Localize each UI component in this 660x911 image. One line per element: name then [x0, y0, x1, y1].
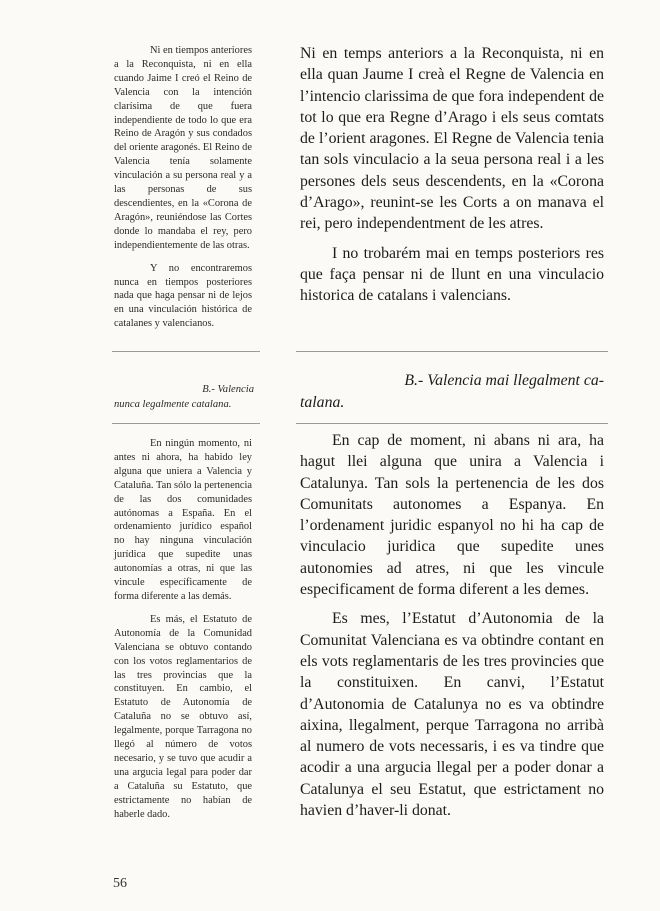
catalan-paragraph: Ni en temps anteriors a la Reconquista, ni en ella quan Jaume I creà el Regne de Valencia en l’intencio clarissima de que fora independent de tot lo que era Regne d’Arago i els seus comtats de l’orient aragones. El Regne de Valencia tenia tan sols vinculacio a la seua persona real i a les persones dels seus descendents, en la «Corona d’Arago», reunint-se les Corts a on manava el rei, pero independentment de les atres. — [300, 45, 604, 233]
spanish-paragraph: En ningún momento, ni antes ni ahora, ha habido ley alguna que uniera a Valencia y Cataluña. Tan sólo la pertenencia de las dos comunidades autónomas a España. En el ordenamiento jurídico español no hay ninguna vinculación jurídica que supedite unas autonomías a otras, ni que las vincule específicamente de forma diferente a las demás. — [114, 438, 252, 602]
spanish-section-heading — [114, 382, 254, 412]
catalan-section-heading — [300, 370, 604, 414]
page-number: 56 — [113, 876, 127, 891]
catalan-paragraph: Es mes, l’Estatut d’Autonomia de la Comunitat Valenciana es va obtindre contant en els vots reglamentaris de les tres provincies que la constituixen. En canvi, l’Estatut d’Autonomia de Catalunya no es va obtindre aixina, llegalment, perque Tarragona no arribà al numero de vots necessaris, i es va tindre que acodir a una argucia llegal per a poder donar a Catalunya el seu Estatut, que estrictament no havien d’haver-li donat. — [300, 610, 604, 820]
catalan-paragraph: En cap de moment, ni abans ni ara, ha hagut llei alguna que unira a Valencia i Catalunya. Tan sols la pertenencia de les dos Comunitats autonomes a Espanya. En l’ordenament juridic espanyol no hi ha cap de vinculacio juridica que supedite unes autonomies ad atres, ni que les vincule especificament de forma diferent a les demes. — [300, 432, 604, 599]
catalan-text-block-1 — [300, 43, 604, 307]
spanish-heading-line-2: nunca legalmente catalana. — [114, 399, 232, 410]
catalan-text-block-2 — [300, 430, 604, 821]
section-divider — [112, 351, 260, 352]
spanish-heading-line-1: B.- Valencia — [202, 384, 254, 395]
section-divider — [296, 423, 608, 424]
section-divider — [112, 423, 260, 424]
spanish-text-block-2 — [114, 437, 252, 821]
spanish-text-block-1 — [114, 44, 252, 331]
catalan-paragraph: I no trobarém mai en temps posteriors res que faça pensar ni de llunt en una vinculacio historica de catalans i valencians. — [300, 244, 604, 305]
spanish-paragraph: Es más, el Estatuto de Autonomía de la Comunidad Valenciana se obtuvo contando con los votos reglamentarios de las tres provincias que la constituyen. En cambio, el Estatuto de Autonomía de Cataluña no se obtuvo así, legalmente, porque Tarragona no llegó al número de votos necesario, y se tuvo que acudir a una argucia legal para poder dar a Cataluña su Estatuto, que estrictamente no habían de haberle dado. — [114, 613, 252, 820]
catalan-heading-line-1: B.- Valencia mai llegalment ca- — [404, 372, 604, 389]
spanish-paragraph: Ni en tiempos anteriores a la Reconquista, ni en ella cuando Jaime I creó el Reino de Valencia con la intención clarísima de que fuera independiente de todo lo que era Reino de Aragón y sus condados del oriente aragonés. El Reino de Valencia tenía solamente vinculación a su persona real y a las personas de sus descendientes, en la «Corona de Aragón», reuniéndose las Cortes donde lo mandaba el rey, pero independientemente de las otras. — [114, 45, 252, 251]
section-divider — [296, 351, 608, 352]
catalan-heading-line-2: talana. — [300, 394, 345, 411]
spanish-paragraph: Y no encontraremos nunca en tiempos posteriores nada que haga pensar ni de lejos en una vinculación histórica de catalanes y valencianos. — [114, 262, 252, 330]
